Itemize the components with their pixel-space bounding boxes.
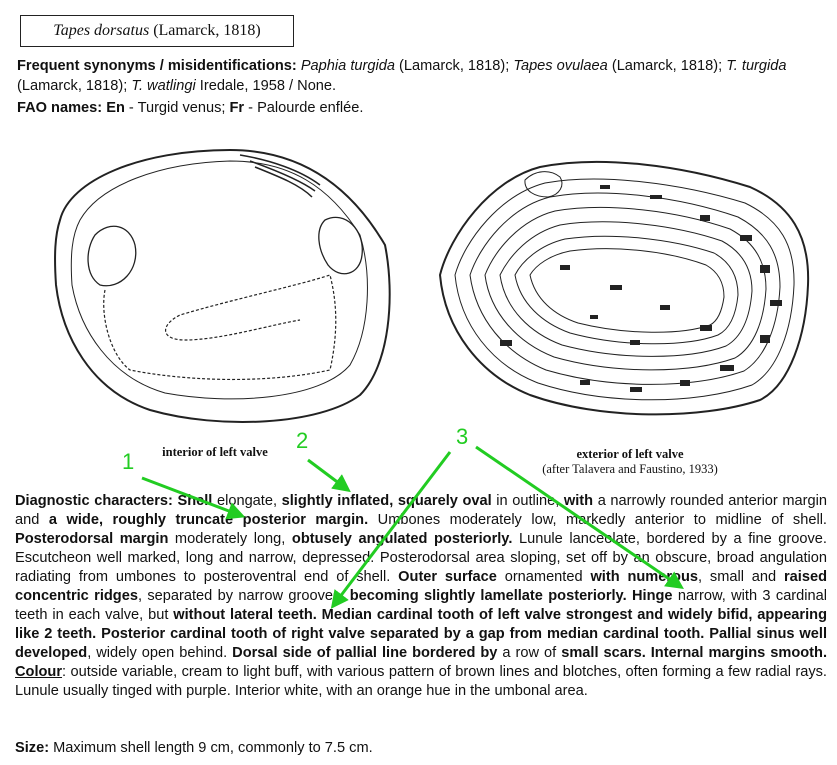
- diag-text: a row of: [497, 645, 562, 661]
- diag-text: Lunule lanceolate, bordered by a fine groove. Escutcheon well marked, long and narrow, depressed. Posterodorsal area sloping, set off by an obscure, broad angulation radiating from umbones to posteroventral end of shell.: [15, 531, 827, 585]
- synonym-3-author: (Lamarck, 1818);: [17, 77, 132, 94]
- shell-illustrations: [0, 125, 837, 485]
- exterior-valve-drawing: [440, 162, 808, 415]
- colour-label: Colour: [15, 664, 63, 680]
- annotation-number-1: 1: [122, 449, 135, 474]
- diag-text: , separated by narrow grooves,: [137, 588, 350, 604]
- synonyms-paragraph: [17, 57, 829, 96]
- diag-text: elongate,: [212, 493, 282, 509]
- diag-bold: Posterodorsal margin: [15, 531, 169, 547]
- diagnostic-label: Diagnostic characters:: [15, 493, 173, 509]
- diag-bold: a wide, roughly truncate posterior margin.: [48, 512, 369, 528]
- fao-label: FAO names:: [17, 100, 103, 116]
- fao-en-label: En: [106, 100, 125, 116]
- diag-text: in outline,: [491, 493, 564, 509]
- diag-text: a narrowly rounded anterior margin and: [15, 493, 827, 528]
- diag-text: narrow, with 3 cardinal teeth in each valve, but: [15, 588, 828, 623]
- diag-bold: with numerous: [590, 569, 699, 585]
- diag-text: Umbones moderately low, markedly anterior to midline of shell.: [368, 512, 827, 528]
- diag-bold: with: [563, 493, 594, 509]
- annotation-number-2: 2: [296, 428, 309, 453]
- synonym-1-author: (Lamarck, 1818);: [394, 58, 514, 74]
- synonym-3: T. turgida: [726, 58, 787, 74]
- synonym-4-author: Iredale, 1958 / None.: [195, 77, 337, 94]
- diag-shell: Shell: [172, 493, 213, 509]
- fao-fr-label: Fr: [229, 100, 245, 116]
- species-name: Tapes dorsatus: [53, 22, 150, 39]
- diag-bold: small scars. Internal margins smooth.: [561, 645, 827, 661]
- diag-bold: Dorsal side of pallial line bordered by: [232, 645, 498, 661]
- size-value: Maximum shell length 9 cm, commonly to 7.5 cm.: [49, 740, 373, 756]
- diag-text: moderately long,: [168, 531, 292, 547]
- synonym-2-author: (Lamarck, 1818);: [607, 58, 727, 74]
- caption-interior: interior of left valve: [162, 445, 268, 459]
- size-label: Size:: [15, 740, 50, 756]
- diag-text: ornamented: [496, 569, 591, 585]
- diag-text: , widely open behind.: [87, 645, 233, 661]
- fao-fr-value: - Palourde enflée.: [244, 100, 364, 116]
- diag-text: , small and: [698, 569, 784, 585]
- annotation-number-3: 3: [456, 424, 469, 449]
- diag-bold: becoming slightly lamellate posteriorly. Hinge: [349, 588, 673, 604]
- caption-credit: (after Talavera and Faustino, 1933): [542, 462, 718, 476]
- synonym-1: Paphia turgida: [300, 58, 395, 74]
- synonym-2: Tapes ovulaea: [513, 58, 608, 74]
- species-author: (Lamarck, 1818): [153, 22, 261, 39]
- diag-bold: without lateral teeth. Median cardinal tooth of left valve strongest and widely bifid, appearing like 2 teeth. Posterior cardinal tooth of right valve separated by a gap from median cardinal tooth. Pallial sinus well developed: [15, 607, 827, 661]
- size-line: [15, 740, 373, 756]
- species-title-box: [20, 15, 294, 47]
- diagnostic-characters-paragraph: [15, 492, 827, 701]
- fao-en-value: - Turgid venus;: [124, 100, 230, 116]
- diag-bold: raised concentric ridges: [15, 569, 827, 604]
- synonyms-label: Frequent synonyms / misidentifications:: [17, 58, 297, 74]
- diag-text: : outside variable, cream to light buff, with various pattern of brown lines and blotches, often forming a few radial rays. Lunule usually tinged with purple. Interior white, with an orange hue in the umbonal area.: [15, 664, 827, 699]
- diag-bold: slightly inflated, squarely oval: [281, 493, 492, 509]
- caption-exterior-block: [505, 447, 755, 477]
- interior-valve-drawing: [55, 150, 390, 422]
- diag-bold: obtusely angulated posteriorly.: [291, 531, 513, 547]
- synonym-4: T. watlingi: [131, 77, 196, 94]
- fao-names-paragraph: [17, 99, 829, 119]
- caption-exterior: exterior of left valve: [576, 447, 684, 461]
- diag-bold: Outer surface: [398, 569, 497, 585]
